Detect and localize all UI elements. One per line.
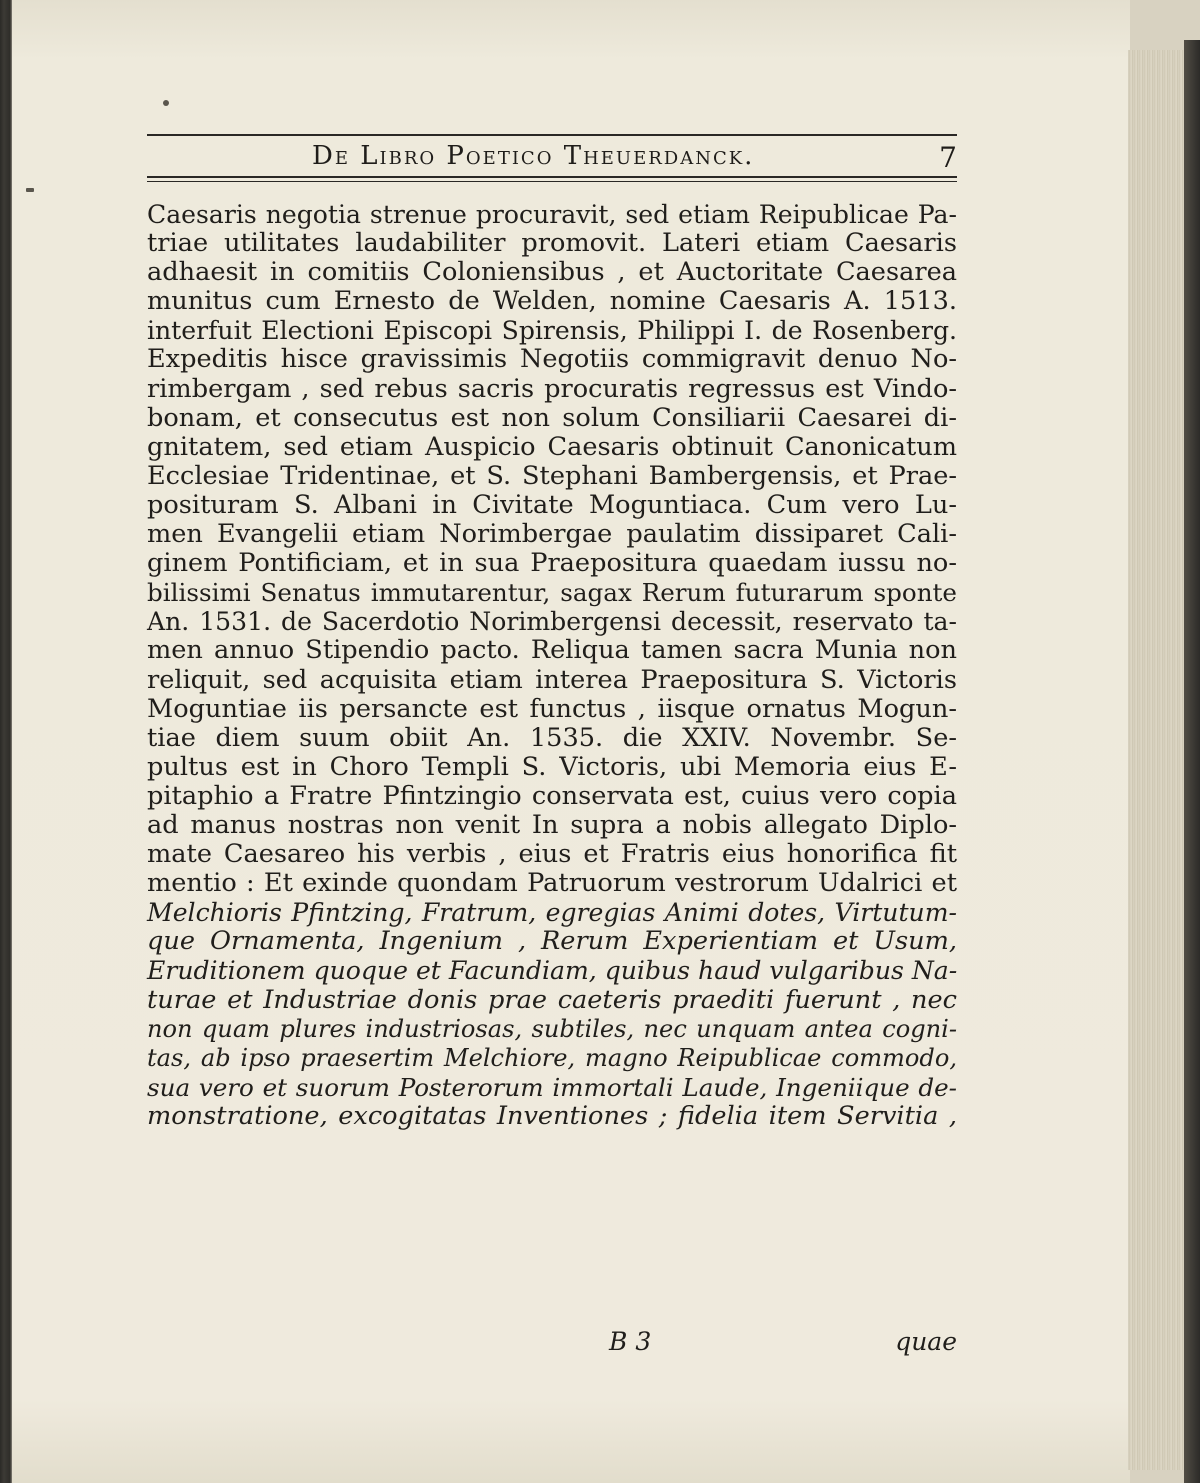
- text-line-italic: tas, ab ipso praesertim Melchiore, magno Reipublicae commodo,: [147, 1043, 957, 1072]
- text-line-italic: non quam plures industriosas, subtiles, nec unquam antea cogni-: [147, 1014, 957, 1043]
- page-edges: [1128, 50, 1186, 1470]
- text-line: rimbergam , sed rebus sacris procuratis regressus est Vindo-: [147, 373, 957, 404]
- text-line: Ecclesiae Tridentinae, et S. Stephani Bambergensis, et Prae-: [147, 460, 957, 491]
- text-line: An. 1531. de Sacerdotio Norimbergensi decessit, reservato ta-: [147, 607, 957, 637]
- text-line: triae utilitates laudabiliter promovit. Lateri etiam Caesaris: [147, 228, 957, 259]
- text-line-italic: sua vero et suorum Posterorum immortali Laude, Ingeniique de-: [147, 1072, 957, 1102]
- text-line: bilissimi Senatus immutarentur, sagax Rerum futurarum sponte: [147, 578, 957, 608]
- header-rule-bottom: [147, 176, 957, 178]
- text-line: ginem Pontificiam, et in sua Praepositura quaedam iussu no-: [147, 548, 957, 579]
- running-title: De Libro Poetico Theuerdanck.: [312, 141, 755, 171]
- text-line: Moguntiae iis persancte est functus , iisque ornatus Mogun-: [147, 693, 957, 724]
- text-line: tiae diem suum obiit An. 1535. die XXIV. Novembr. Se-: [147, 722, 957, 753]
- text-line-italic: turae et Industriae donis prae caeteris praediti fuerunt , nec: [147, 984, 957, 1015]
- text-line: pitaphio a Fratre Pfintzingio conservata est, cuius vero copia: [147, 780, 957, 811]
- text-line-italic: Melchioris Pfintzing, Fratrum, egregias Animi dotes, Virtutum-: [147, 898, 957, 928]
- paper-speck: [163, 100, 169, 106]
- header-rule-double: [147, 181, 957, 182]
- text-line: Expeditis hisce gravissimis Negotiis commigravit denuo No-: [147, 344, 957, 375]
- text-line: adhaesit in comitiis Coloniensibus , et Auctoritate Caesarea: [147, 257, 957, 288]
- text-line: munitus cum Ernesto de Welden, nomine Caesaris A. 1513.: [147, 286, 957, 317]
- text-line-italic: monstratione, excogitatas Inventiones ; fidelia item Servitia ,: [147, 1100, 957, 1131]
- body-text: [147, 200, 957, 1131]
- text-line: gnitatem, sed etiam Auspicio Caesaris obtinuit Canonicatum: [147, 431, 957, 462]
- header-rule-top: [147, 134, 957, 136]
- text-line: interfuit Electioni Episcopi Spirensis, Philippi I. de Rosenberg.: [147, 316, 957, 346]
- text-line: mentio : Et exinde quondam Patruorum vestrorum Udalrici et: [147, 868, 957, 899]
- text-line: men annuo Stipendio pacto. Reliqua tamen sacra Munia non: [147, 635, 957, 666]
- text-line: reliquit, sed acquisita etiam interea Praepositura S. Victoris: [147, 664, 957, 695]
- text-line: Caesaris negotia strenue procuravit, sed etiam Reipublicae Pa-: [147, 200, 957, 229]
- text-line: mate Caesareo his verbis , eius et Fratris eius honorifica fit: [147, 839, 957, 870]
- page-number: 7: [939, 141, 957, 174]
- text-line: ad manus nostras non venit In supra a nobis allegato Diplo-: [147, 809, 957, 840]
- page-footer: [147, 1327, 957, 1361]
- paper-speck: [26, 188, 34, 192]
- binding-shadow: [1184, 40, 1200, 1483]
- text-line: bonam, et consecutus est non solum Consiliarii Caesarei di-: [147, 402, 957, 433]
- text-line: pultus est in Choro Templi S. Victoris, ubi Memoria eius E-: [147, 751, 957, 782]
- text-line-italic: que Ornamenta, Ingenium , Rerum Experientiam et Usum,: [147, 926, 957, 957]
- text-line-italic: Eruditionem quoque et Facundiam, quibus haud vulgaribus Na-: [147, 956, 958, 986]
- running-header: [147, 141, 957, 175]
- catchword: quae: [895, 1327, 957, 1356]
- signature-mark: B 3: [609, 1327, 652, 1356]
- text-line: men Evangelii etiam Norimbergae paulatim dissiparet Cali-: [147, 519, 957, 550]
- text-line: posituram S. Albani in Civitate Moguntiaca. Cum vero Lu-: [147, 489, 957, 520]
